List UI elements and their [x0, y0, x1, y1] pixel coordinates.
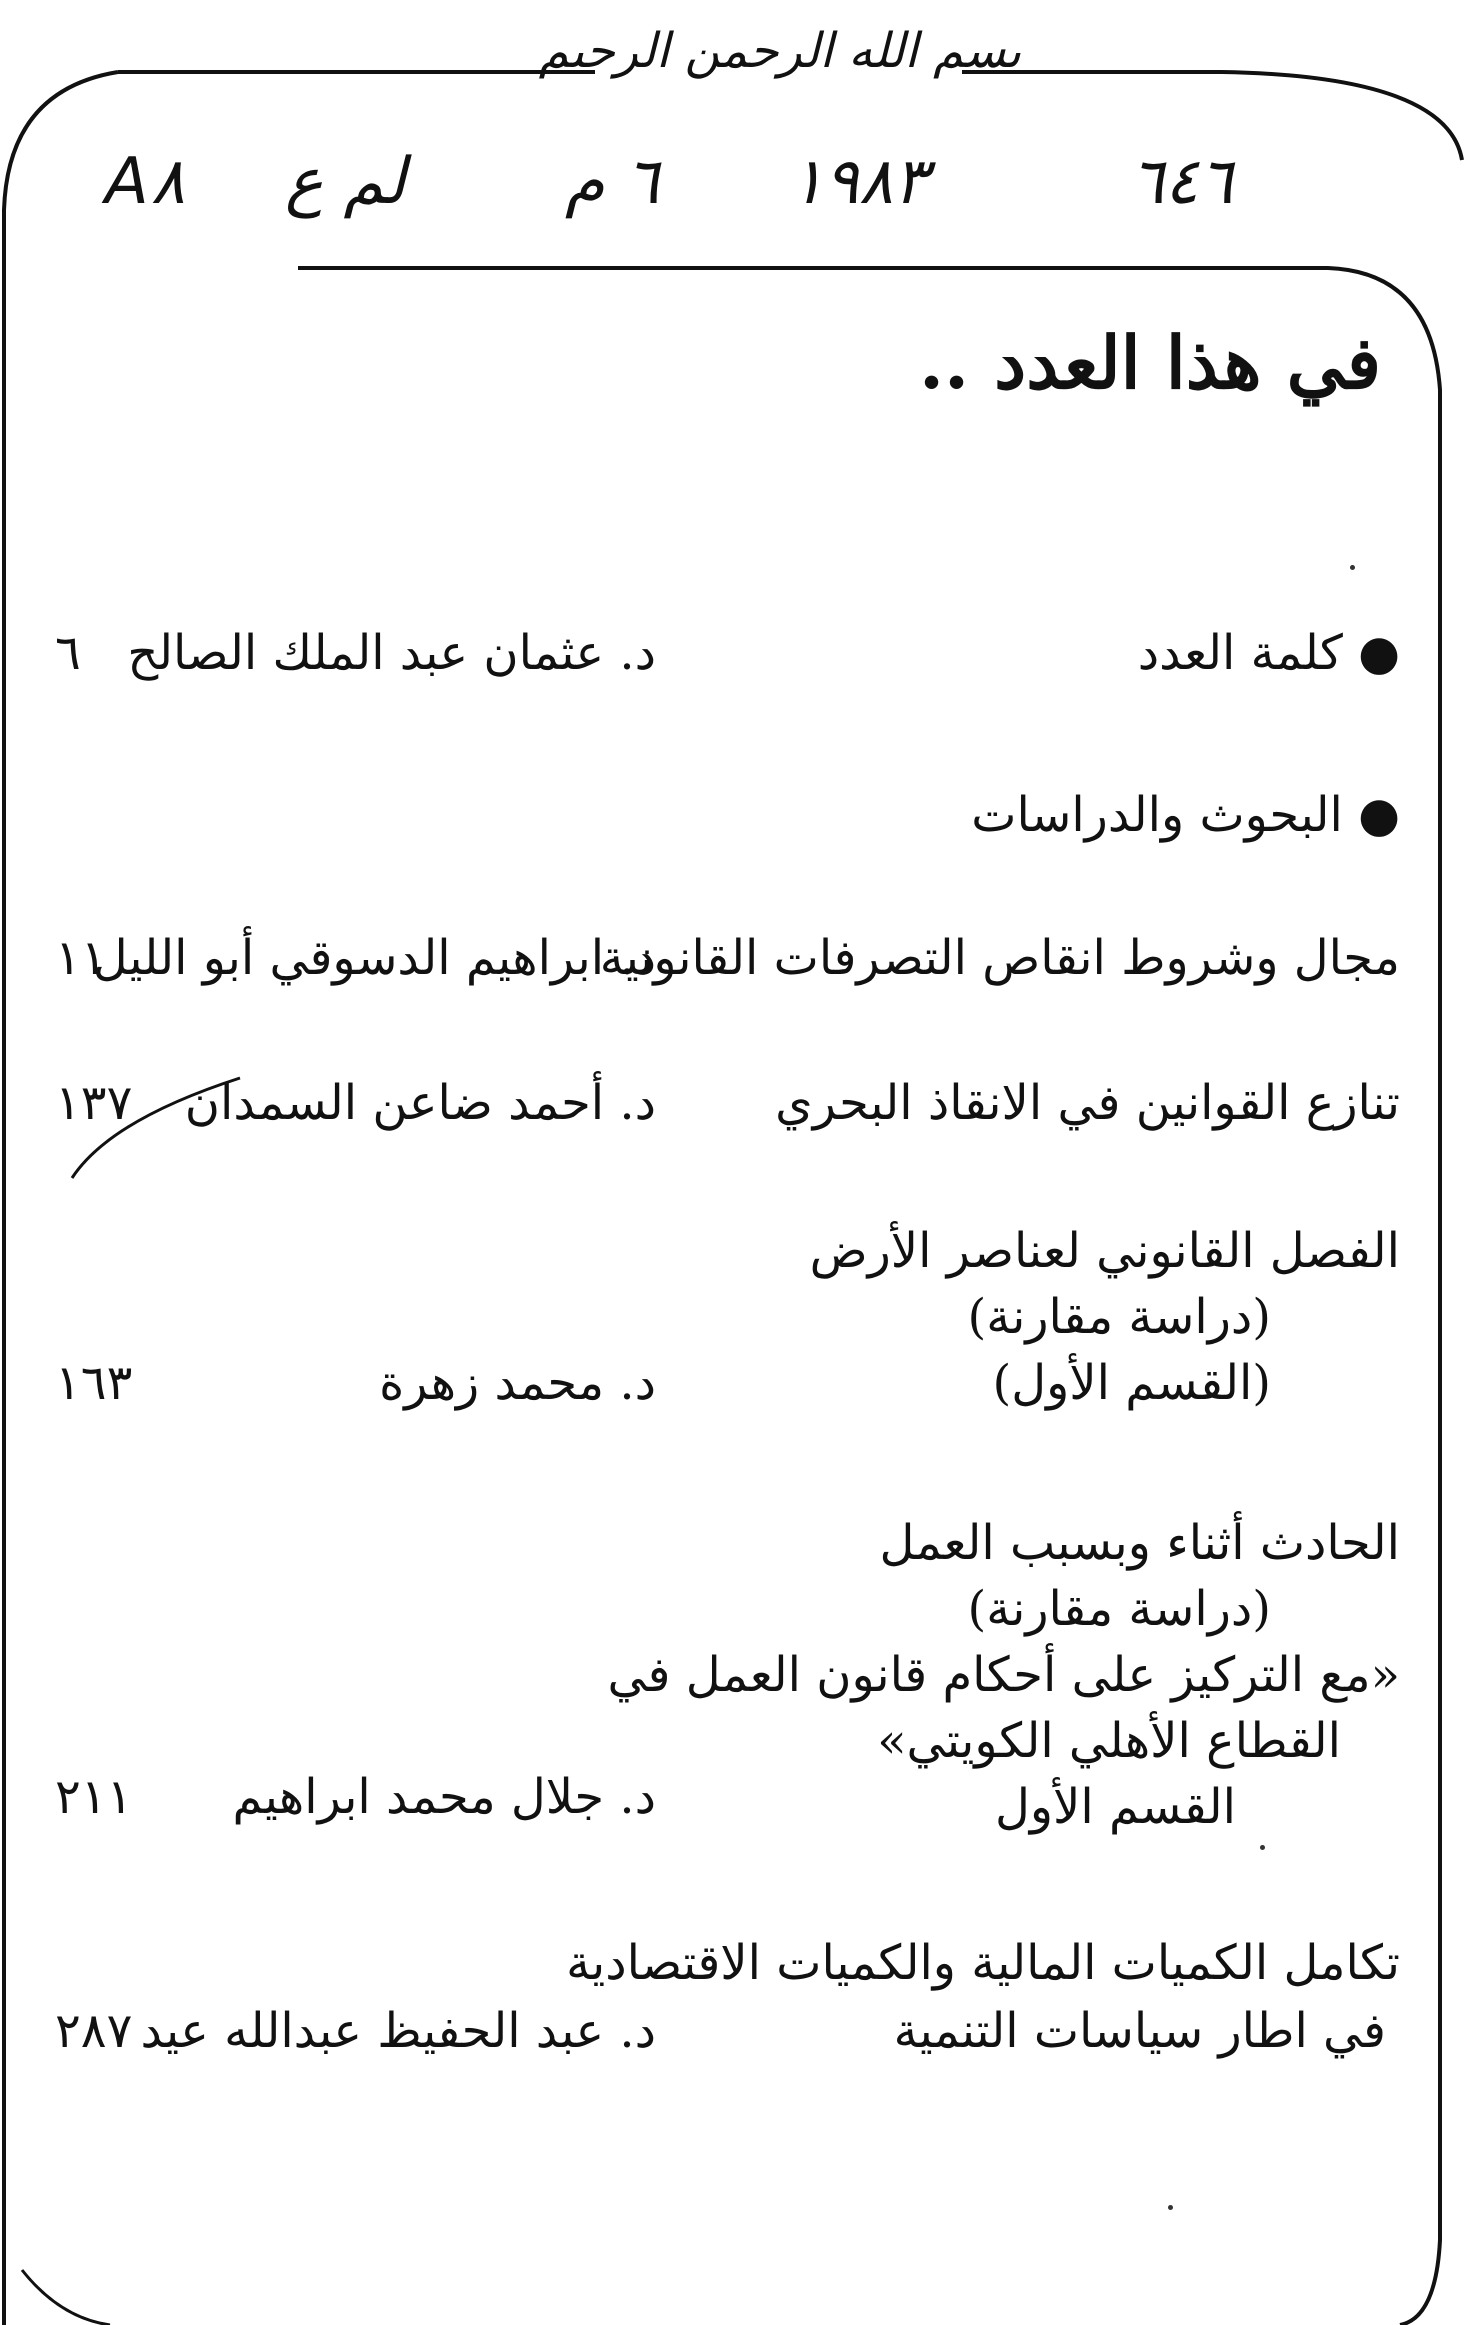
scan-speck — [1168, 2205, 1173, 2210]
page-title: في هذا العدد .. — [918, 320, 1381, 405]
toc-entry-page: ١١ — [55, 930, 107, 986]
toc-entry-author: د. جلال محمد ابراهيم — [232, 1769, 656, 1825]
toc-entry-title: تكامل الكميات المالية والكميات الاقتصادية — [566, 1935, 1400, 1991]
toc-entry-page: ٦ — [55, 625, 81, 681]
toc-entry-title: الحادث أثناء وبسبب العمل — [879, 1515, 1400, 1571]
basmala-calligraphy: بسم الله الرحمن الرحيم — [538, 23, 1022, 79]
handwritten-note-left: A٨ — [105, 145, 186, 219]
toc-entry-author: د. أحمد ضاعن السمدان — [184, 1075, 656, 1131]
toc-entry-subtitle: «مع التركيز على أحكام قانون العمل في — [607, 1647, 1400, 1703]
toc-entry-author: د. محمد زهرة — [379, 1355, 656, 1411]
toc-entry-author: د. عثمان عبد الملك الصالح — [127, 625, 656, 681]
handwritten-code-2: ٦ م — [565, 145, 660, 219]
toc-entry-page: ١٣٧ — [55, 1075, 133, 1131]
toc-section-heading: ● البحوث والدراسات — [971, 787, 1400, 843]
toc-entry-subtitle: القطاع الأهلي الكويتي» — [877, 1713, 1341, 1769]
toc-entry-page: ٢١١ — [55, 1769, 133, 1825]
toc-entry-subtitle: في اطار سياسات التنمية — [893, 2003, 1386, 2059]
scan-speck — [1350, 565, 1355, 570]
scan-speck — [1260, 1845, 1265, 1850]
toc-entry-subtitle: (دراسة مقارنة) — [967, 1581, 1271, 1637]
handwritten-year: ١٩٨٣ — [790, 145, 928, 219]
handwritten-number: ٦٤٦ — [1130, 145, 1234, 219]
toc-entry-title: ● كلمة العدد — [1137, 625, 1400, 681]
toc-entry-subtitle: (دراسة مقارنة) — [967, 1289, 1271, 1345]
toc-entry-subtitle: (القسم الأول) — [992, 1355, 1271, 1411]
toc-entry-page: ٢٨٧ — [55, 2003, 133, 2059]
toc-entry-author: د. ابراهيم الدسوقي أبو الليل — [92, 930, 656, 986]
toc-entry-title: تنازع القوانين في الانقاذ البحري — [775, 1075, 1400, 1131]
handwritten-code-1: لم ع — [285, 145, 406, 219]
toc-entry-subtitle: القسم الأول — [994, 1779, 1236, 1835]
toc-entry-title: مجال وشروط انقاص التصرفات القانونية — [599, 930, 1400, 986]
toc-entry-page: ١٦٣ — [55, 1355, 133, 1411]
toc-entry-title: الفصل القانوني لعناصر الأرض — [809, 1223, 1400, 1279]
toc-entry-author: د. عبد الحفيظ عبدالله عيد — [140, 2003, 656, 2059]
